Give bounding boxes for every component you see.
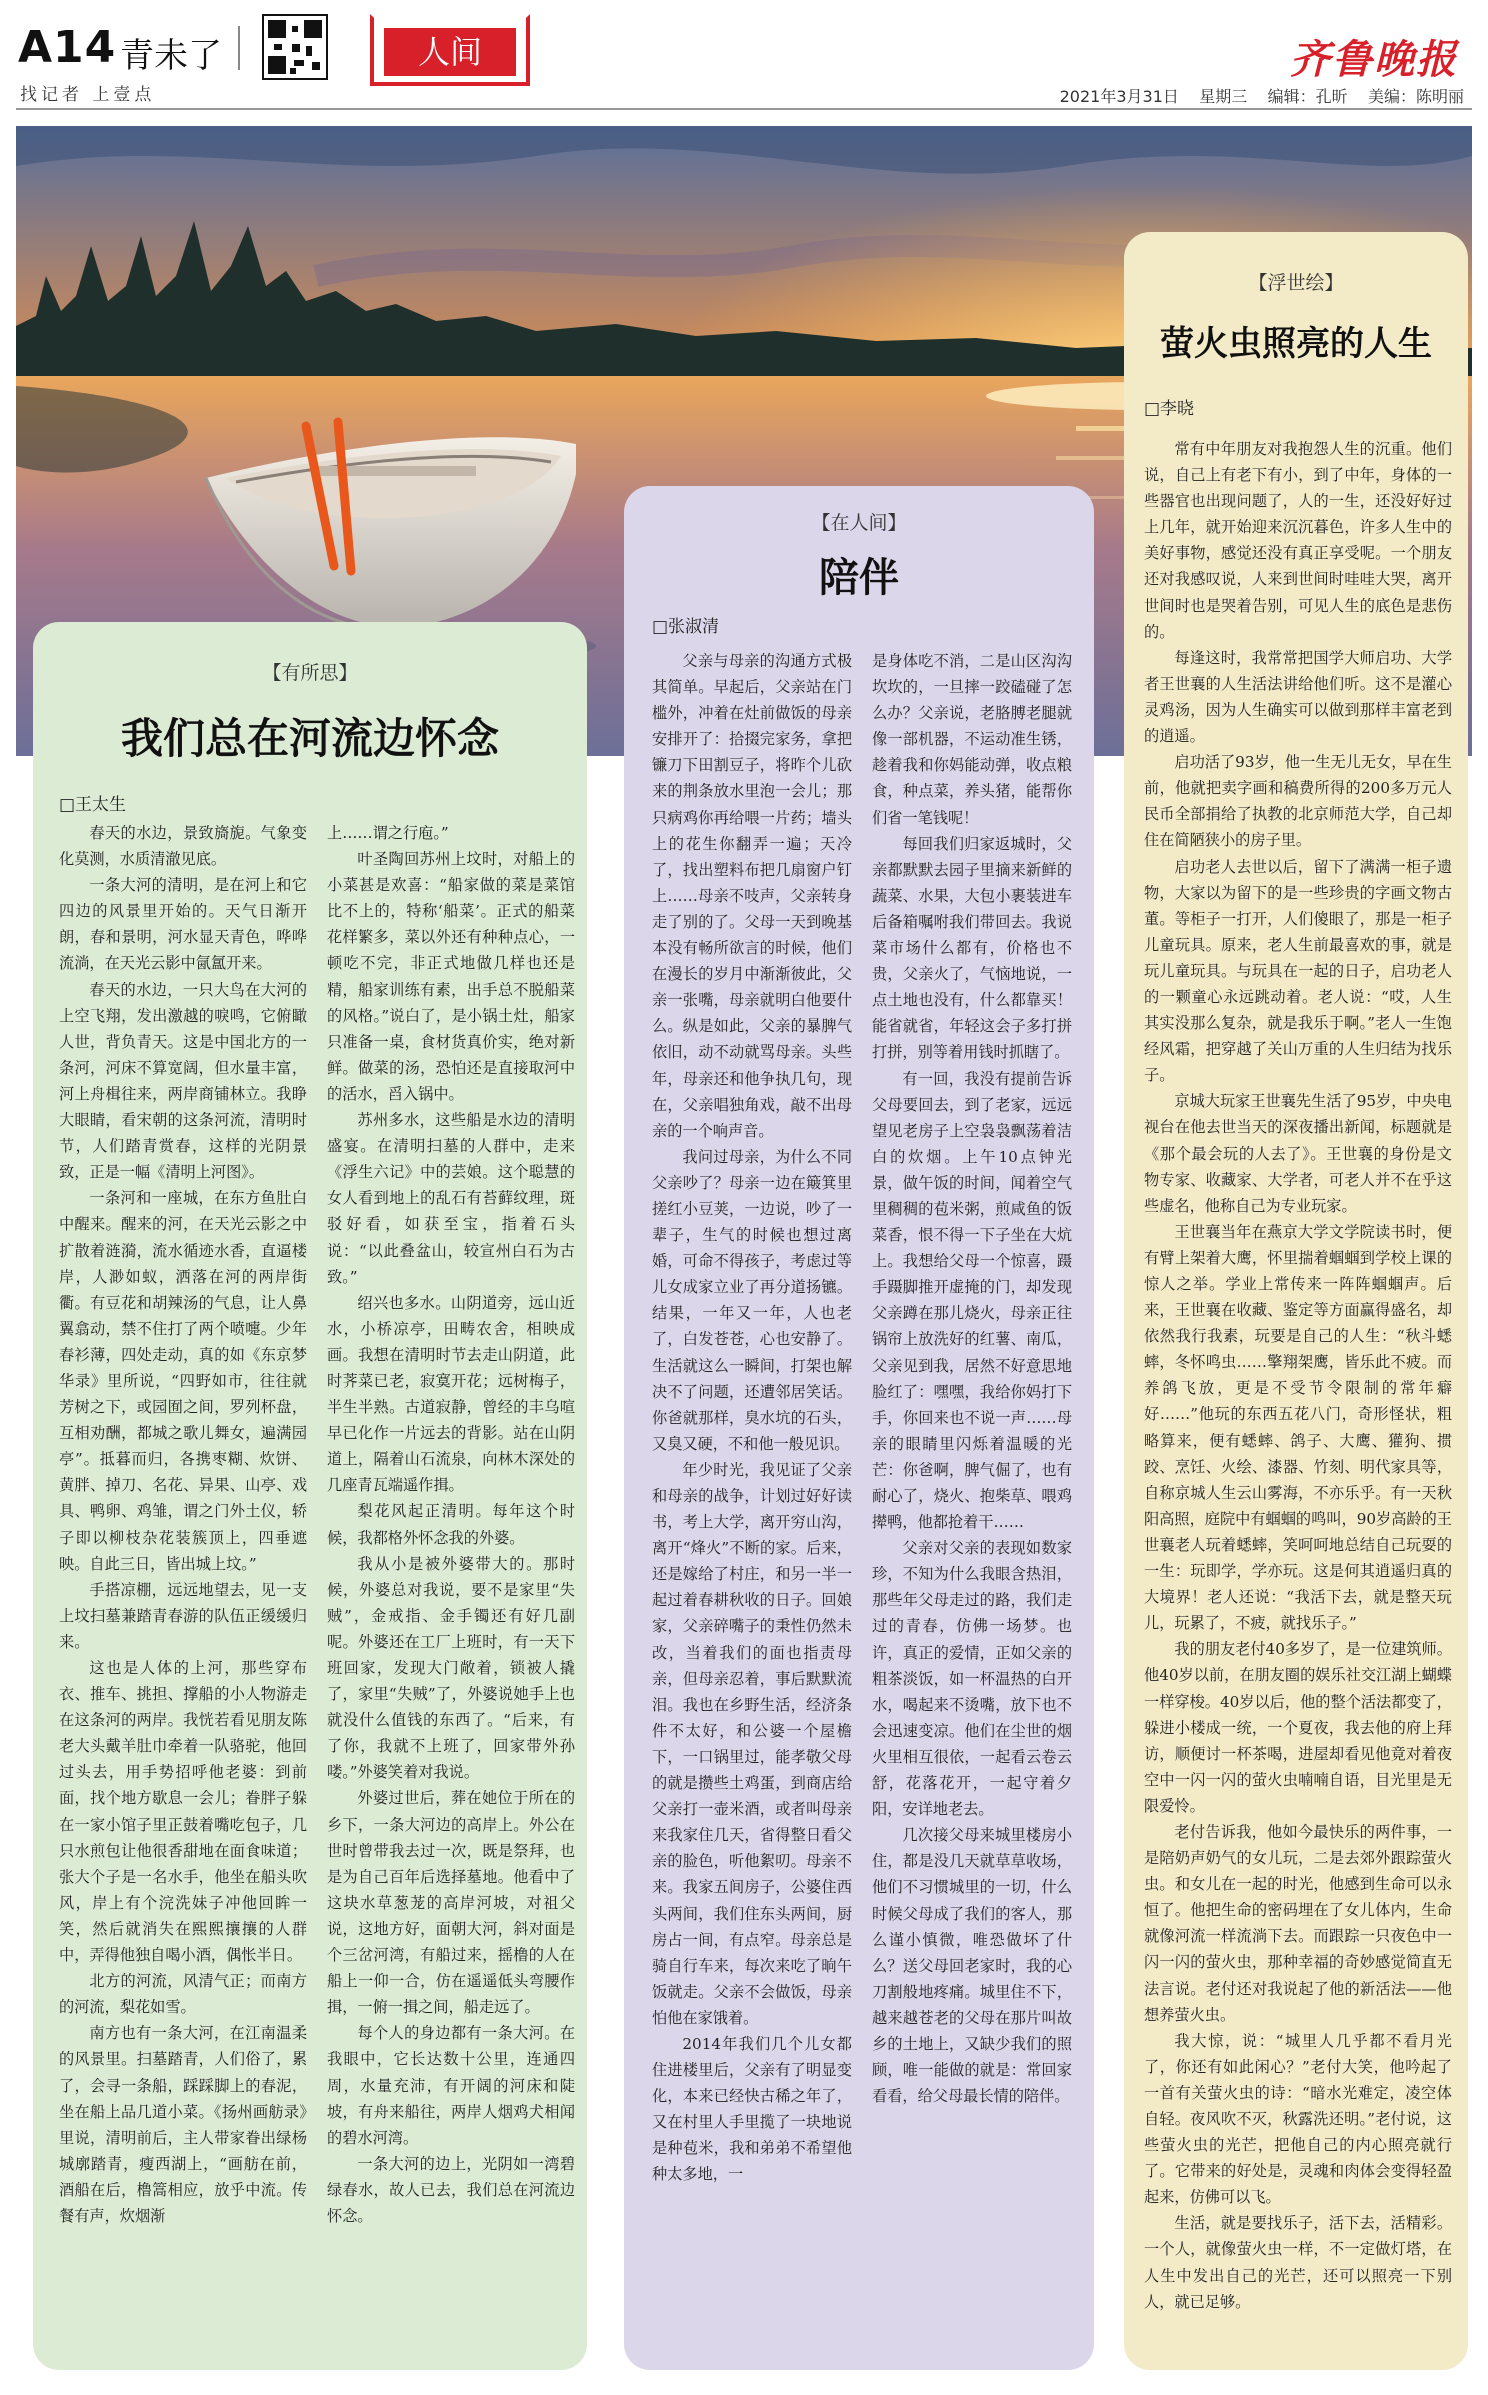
article-column bbox=[59, 820, 307, 2340]
article-tag: 【有所思】 bbox=[262, 662, 358, 684]
divider bbox=[238, 26, 240, 70]
dateline bbox=[1060, 84, 1464, 107]
article-column bbox=[652, 648, 852, 2338]
paragraph: 生活，就是要找乐子，活下去，活精彩。一个人，就像萤火虫一样，不一定做灯塔，在人生中发出自己的光芒，还可以照亮一下别人，就已足够。 bbox=[1144, 2214, 1452, 2311]
designer: 美编：陈明丽 bbox=[1367, 87, 1464, 106]
article-author: □张淑清 bbox=[652, 617, 720, 637]
page-number: A14 bbox=[18, 22, 117, 73]
paragraph: 王世襄当年在燕京大学文学院读书时，便有臂上架着大鹰，怀里揣着蝈蝈到学校上课的惊人之举。学业上常传来一阵阵蝈蝈声。后来，王世襄在收藏、鉴定等方面赢得盛名，却依然我行我素，玩要是自己的人生：“秋斗蟋蟀，冬怀鸣虫……擎翔架鹰，皆乐此不疲。而养鸽飞放，更是不受节令限制的常年癖好……”他玩的东西五花八门，奇形怪状，粗略算来，便有蟋蟀、鸽子、大鹰、獾狗、掼跤、烹饪、火绘、漆器、竹刻、明代家具等，自称京城人生云山雾海，不亦乐乎。有一天秋阳高照，庭院中有蝈蝈的鸣叫，90岁高龄的王世襄老人玩着蟋蟀，笑呵呵地总结自己玩耍的一生：玩即学，学亦玩。这是何其逍遥归真的大境界！老人还说：“我活下去，就是整天玩儿，玩累了，不疲，就找乐子。” bbox=[1144, 1222, 1452, 1633]
article-author: □王太生 bbox=[59, 795, 127, 815]
paragraph: 每个人的身边都有一条大河。在我眼中，它长达数十公里，连通四周，水量充沛，有开阔的河床和陡坡，有舟来船往，两岸人烟鸡犬相闻的碧水河湾。 bbox=[327, 2024, 575, 2147]
paragraph: 父亲与母亲的沟通方式极其简单。早起后，父亲站在门槛外，冲着在灶前做饭的母亲安排开了：拾掇完家务，拿把镰刀下田割豆子，将昨个儿砍来的荆条放水里泡一会儿；那只病鸡你再给喂一片药；墙头上的花生你翻弄一遍；天冷了，找出塑料布把几扇窗户钉上……母亲不吱声，父亲转身走了别的了。父母一天到晚基本没有畅所欲言的时候，他们在漫长的岁月中渐渐彼此，父亲一张嘴，母亲就明白他要什么。纵是如此，父亲的暴脾气依旧，动不动就骂母亲。头些年，母亲还和他争执几句，现在，父亲唱独角戏，敲不出母亲的一个响声音。 bbox=[652, 652, 852, 1140]
paragraph: 我从小是被外婆带大的。那时候，外婆总对我说，要不是家里“失贼”，金戒指、金手镯还有好几副呢。外婆还在工厂上班时，有一天下班回家，发现大门敞着，锁被人撬了，家里“失贼”了，外婆说她手上也就没什么值钱的东西了。“后来，有了你，我就不上班了，回家带外孙喽。”外婆笑着对我说。 bbox=[327, 1554, 575, 1782]
header-rule bbox=[16, 108, 1472, 110]
paragraph: 有一回，我没有提前告诉父母要回去，到了老家，远远望见老房子上空袅袅飘荡着洁白的炊烟。上午10点钟光景，做午饭的时间，闻着空气里稠稠的苞米粥，煎咸鱼的饭菜香，恨不得一下子坐在大炕上。我想给父母一个惊喜，蹑手蹑脚推开虚掩的门，却发现父亲蹲在那儿烧火，母亲正往锅帘上放洗好的红薯、南瓜，父亲见到我，居然不好意思地脸红了：嘿嘿，我给你妈打下手，你回来也不说一声……母亲的眼睛里闪烁着温暖的光芒：你爸啊，脾气倔了，也有耐心了，烧火、抱柴草、喂鸡撵鸭，他都抢着干…… bbox=[872, 1069, 1072, 1532]
section-title: 人间 bbox=[417, 33, 482, 71]
paragraph: 春天的水边，景致旖旎。气象变化莫测，水质清澈见底。 bbox=[59, 824, 307, 869]
paragraph: 梨花风起正清明。每年这个时候，我都格外怀念我的外婆。 bbox=[327, 1502, 575, 1547]
paragraph: 一条河和一座城，在东方鱼肚白中醒来。醒来的河，在天光云影之中扩散着涟漪，流水循迹水香，直逼楼岸，人渺如蚁，洒落在河的两岸街衢。有豆花和胡辣汤的气息，让人鼻翼翕动，禁不住打了两个喷嚏。少年春衫薄，四处走动，真的如《东京梦华录》里所说，“四野如市，往往就芳树之下，或园囿之间，罗列杯盘，互相劝酬，都城之歌儿舞女，遍满园亭”。抵暮而归，各携枣糊、炊饼、黄胖、掉刀、名花、异果、山亭、戏具、鸭卵、鸡雏，谓之门外土仪，轿子即以柳枝杂花装簇顶上，四垂遮映。自此三日，皆出城上坟。” bbox=[59, 1189, 307, 1573]
paragraph: 外婆过世后，葬在她位于所在的乡下，一条大河边的高岸上。外公在世时曾带我去过一次，既是祭拜，也是为自己百年后选择墓地。他看中了这块水草葱茏的高岸河坡，对祖父说，这地方好，面朝大河，斜对面是个三岔河湾，有船过来，摇橹的人在船上一仰一合，仿在遥遥低头弯腰作揖，一俯一揖之间，船走远了。 bbox=[327, 1789, 575, 2017]
paragraph: 京城大玩家王世襄先生活了95岁，中央电视台在他去世当天的深夜播出新闻，标题就是《那个最会玩的人去了》。王世襄的身份是文物专家、收藏家、大学者，可老人并不在乎这些虚名，他称自己为专业玩家。 bbox=[1144, 1092, 1452, 1215]
article-title: 我们总在河流边怀念 bbox=[120, 714, 499, 763]
article-column bbox=[327, 820, 575, 2340]
article-card-3 bbox=[1124, 232, 1468, 2370]
weekday: 星期三 bbox=[1199, 87, 1248, 106]
paragraph: 我问过母亲，为什么不同父亲吵了？母亲一边在簸箕里搓红小豆荚，一边说，吵了一辈子，生气的时候也想过离婚，可命不得孩子，考虑过等儿女成家立业了再分道扬镳。结果，一年又一年，人也老了，白发苍苍，心也安静了。生活就这么一瞬间，打架也解决不了问题，还遭邻居笑话。你爸就那样，臭水坑的石头，又臭又硬，不和他一般见识。 bbox=[652, 1147, 852, 1453]
editor: 编辑：孔昕 bbox=[1267, 87, 1348, 106]
paragraph: 北方的河流，风清气正；而南方的河流，梨花如雪。 bbox=[59, 1972, 307, 2017]
article-card-1 bbox=[33, 622, 587, 2370]
paragraph: 我大惊，说：“城里人几乎都不看月光了，你还有如此闲心？”老付大笑，他吟起了一首有关萤火虫的诗：“暗水光难定，凌空体自轻。夜风吹不灭，秋露洗还明。”老付说，这些萤火虫的光芒，把他自己的内心照亮就行了。它带来的好处是，灵魂和肉体会变得轻盈起来，仿佛可以飞。 bbox=[1144, 2031, 1452, 2207]
article-title: 萤火虫照亮的人生 bbox=[1160, 324, 1432, 364]
article-author: □李晓 bbox=[1144, 399, 1195, 419]
slogan: 找记者 上壹点 bbox=[20, 85, 156, 105]
section-tab bbox=[370, 14, 530, 86]
qr-code-icon[interactable] bbox=[262, 14, 328, 80]
paragraph: 年少时光，我见证了父亲和母亲的战争，计划过好好读书，考上大学，离开穷山沟，离开“烽火”不断的家。后来，还是嫁给了村庄，和另一半一起过着春耕秋收的日子。回娘家，父亲碎嘴子的秉性仍然未改，当着我们的面也指责母亲，但母亲忍着，事后默默流泪。我也在乡野生活，经济条件不太好，和公婆一个屋檐下，一口锅里过，能孝敬父母的就是攒些土鸡蛋，到商店给父亲打一壶米酒，或者叫母亲来我家住几天，省得整日看父亲的脸色，听他絮叨。母亲不来。我家五间房子，公婆住西头两间，我们住东头两间，厨房占一间，有点窄。母亲总是骑自行车来，每次来吃了晌午饭就走。父亲不会做饭，母亲怕他在家饿着。 bbox=[652, 1460, 852, 2027]
paragraph: 每回我们归家返城时，父亲都默默去园子里摘来新鲜的蔬菜、水果，大包小裹装进车后备箱嘱咐我们带回去。我说菜市场什么都有，价格也不贵，父亲火了，气恼地说，一点土地也没有，什么都靠买！能省就省，年轻这会子多打拼打拼，别等着用钱时抓瞎了。 bbox=[872, 834, 1072, 1062]
article-card-2 bbox=[624, 486, 1094, 2370]
paragraph: 几次接父母来城里楼房小住，都是没几天就草草收场，他们不习惯城里的一切，什么时候父母成了我们的客人，那么谨小慎微，唯恐做坏了什么？送父母回老家时，我的心刀割般地疼痛。城里住不下，越来越苍老的父母在那片叫故乡的土地上，又缺少我们的照顾，唯一能做的就是：常回家看看，给父母最长情的陪伴。 bbox=[872, 1826, 1072, 2106]
article-tag: 【在人间】 bbox=[811, 512, 907, 534]
article-title: 陪伴 bbox=[819, 555, 899, 601]
article-column bbox=[872, 648, 1072, 2338]
paragraph: 启功活了93岁，他一生无儿无女，早在生前，他就把卖字画和稿费所得的200多万元人民币全部捐给了执教的北京师范大学，自己却住在简陋狭小的房子里。 bbox=[1144, 753, 1452, 850]
article-column bbox=[1144, 436, 1452, 2346]
paragraph: 是身体吃不消，二是山区沟沟坎坎的，一旦摔一跤磕碰了怎么办？父亲说，老胳膊老腿就像一部机器，不运动准生锈，趁着我和你妈能动弹，收点粮食，种点菜，养头猪，能帮你们省一笔钱呢！ bbox=[872, 652, 1072, 827]
paragraph: 南方也有一条大河，在江南温柔的风景里。扫墓踏青，人们俗了，累了，会寻一条船，踩踩脚上的春泥，坐在船上品几道小菜。《扬州画舫录》里说，清明前后，主人带家眷出绿杨城廓踏青，瘦西湖上，“画舫在前，酒船在后，橹篙相应，放乎中流。传餐有声，炊烟渐 bbox=[59, 2024, 307, 2225]
publish-date: 2021年3月31日 bbox=[1059, 87, 1179, 106]
column-name: 青未了 bbox=[120, 36, 222, 76]
paragraph: 苏州多水，这些船是水边的清明盛宴。在清明扫墓的人群中，走来《浮生六记》中的芸娘。这个聪慧的女人看到地上的乱石有苔藓纹理，斑驳好看，如获至宝，指着石头说：“以此叠盆山，较宣州白石为古致。” bbox=[327, 1111, 575, 1286]
paragraph: 一条大河的清明，是在河上和它四边的风景里开始的。天气日渐开朗，春和景明，河水显天青色，哗哗流淌，在天光云影中氤氲开来。 bbox=[59, 876, 307, 973]
paragraph: 老付告诉我，他如今最快乐的两件事，一是陪奶声奶气的女儿玩，二是去郊外跟踪萤火虫。和女儿在一起的时光，他感到生命可以永恒了。他把生命的密码埋在了女儿体内，生命就像河流一样流淌下去。而跟踪一只夜色中一闪一闪的萤火虫，那种幸福的奇妙感觉简直无法言说。老付还对我说起了他的新活法——他想养萤火虫。 bbox=[1144, 1822, 1452, 2024]
paragraph: 上……谓之行庖。” bbox=[327, 824, 449, 842]
paragraph: 绍兴也多水。山阴道旁，远山近水，小桥凉亭，田畴农舍，相映成画。我想在清明时节去走山阴道，此时荠菜已老，寂寞开花；远树梅子，半生半熟。古道寂静，曾经的丰乌喧早已化作一片远去的背影。站在山阴道上，隔着山石流泉，向林木深处的几座青瓦端遥作揖。 bbox=[327, 1293, 575, 1495]
paragraph: 这也是人体的上河，那些穿布衣、推车、挑担、撑船的小人物游走在这条河的两岸。我恍若看见朋友陈老大头戴羊肚巾牵着一队骆驼，他回过头去，用手势招呼他老婆：到前面，找个地方歇息一会儿；眷胖子躲在一家小馆子里正鼓着嘴吃包子，几只水煎包让他很香甜地在面食味道；张大个子是一名水手，他坐在船头吹风，岸上有个浣洗妹子冲他回眸一笑，然后就消失在熙熙攘攘的人群中，弄得他独自喝小酒，偶怅半日。 bbox=[59, 1659, 307, 1965]
paragraph: 一条大河的边上，光阴如一湾碧绿春水，故人已去，我们总在河流边怀念。 bbox=[327, 2154, 575, 2225]
paragraph: 春天的水边，一只大鸟在大河的上空飞翔，发出激越的唳鸣，它俯瞰人世，背负青天。这是中国北方的一条河，河床不算宽阔，但水量丰富，河上舟楫往来，两岸商铺林立。我睁大眼睛，看宋朝的这条河流，清明时节，人们踏青赏春，这样的光阴景致，正是一幅《清明上河图》。 bbox=[59, 980, 307, 1182]
paragraph: 每逢这时，我常常把国学大师启功、大学者王世襄的人生活法讲给他们听。这不是灌心灵鸡汤，因为人生确实可以做到那样丰富老到的逍遥。 bbox=[1144, 648, 1452, 746]
paragraph: 我的朋友老付40多岁了，是一位建筑师。他40岁以前，在朋友圈的娱乐社交江湖上蝴蝶一样穿梭。40岁以后，他的整个活法都变了，躲进小楼成一统，一个夏夜，我去他的府上拜访，顺便讨一杯茶喝，进屋却看见他竟对着夜空中一闪一闪的萤火虫喃喃自语，目光里是无限爱怜。 bbox=[1144, 1640, 1452, 1815]
paragraph: 叶圣陶回苏州上坟时，对船上的小菜甚是欢喜：“船家做的菜是菜馆比不上的，特称‘船菜’。正式的船菜花样繁多，菜以外还有种种点心，一顿吃不完，非正式地做几样也还是精，船家训练有素，出手总不脱船菜的风格。”说白了，是小锅土灶，船家只准备一桌，食材货真价实，绝对新鲜。做菜的汤，恐怕还是直接取河中的活水，舀入锅中。 bbox=[327, 850, 575, 1103]
paragraph: 手搭凉棚，远远地望去，见一支上坟扫墓兼踏青春游的队伍正缓缓归来。 bbox=[59, 1580, 307, 1651]
paragraph: 2014年我们几个儿女都住进楼里后，父亲有了明显变化，本来已经快古稀之年了，又在村里人手里揽了一块地说是种苞米，我和弟弟不希望他种太多地，一 bbox=[652, 2034, 852, 2184]
newspaper-logo: 齐鲁晚报 bbox=[1290, 36, 1458, 83]
paragraph: 常有中年朋友对我抱怨人生的沉重。他们说，自己上有老下有小，到了中年，身体的一些器官也出现问题了，人的一生，还没好好过上几年，就开始迎来沉沉暮色，许多人生中的美好事物，感觉还没有真正享受呢。一个朋友还对我感叹说，人来到世间时哇哇大哭，离开世间时也是哭着告别，可见人生的底色是悲伤的。 bbox=[1144, 440, 1452, 641]
masthead bbox=[0, 0, 1488, 110]
paragraph: 启功老人去世以后，留下了满满一柜子遗物，大家以为留下的是一些珍贵的字画文物古董。等柜子一打开，人们傻眼了，那是一柜子儿童玩具。原来，老人生前最喜欢的事，就是玩儿童玩具。与玩具在一起的日子，启功老人的一颗童心永远跳动着。老人说：“哎，人生其实没那么复杂，就是我乐于啊。”老人一生饱经风霜，把穿越了关山万重的人生归结为找乐子。 bbox=[1144, 857, 1452, 1085]
article-tag: 【浮世绘】 bbox=[1248, 272, 1344, 294]
paragraph: 父亲对父亲的表现如数家珍，不知为什么我眼含热泪，那些年父母走过的路，我们走过的青春，仿佛一场梦。也许，真正的爱情，正如父亲的粗茶淡饭，如一杯温热的白开水，喝起来不烫嘴，放下也不会迅速变凉。他们在尘世的烟火里相互很依，一起看云卷云舒，花落花开，一起守着夕阳，安详地老去。 bbox=[872, 1539, 1072, 1819]
